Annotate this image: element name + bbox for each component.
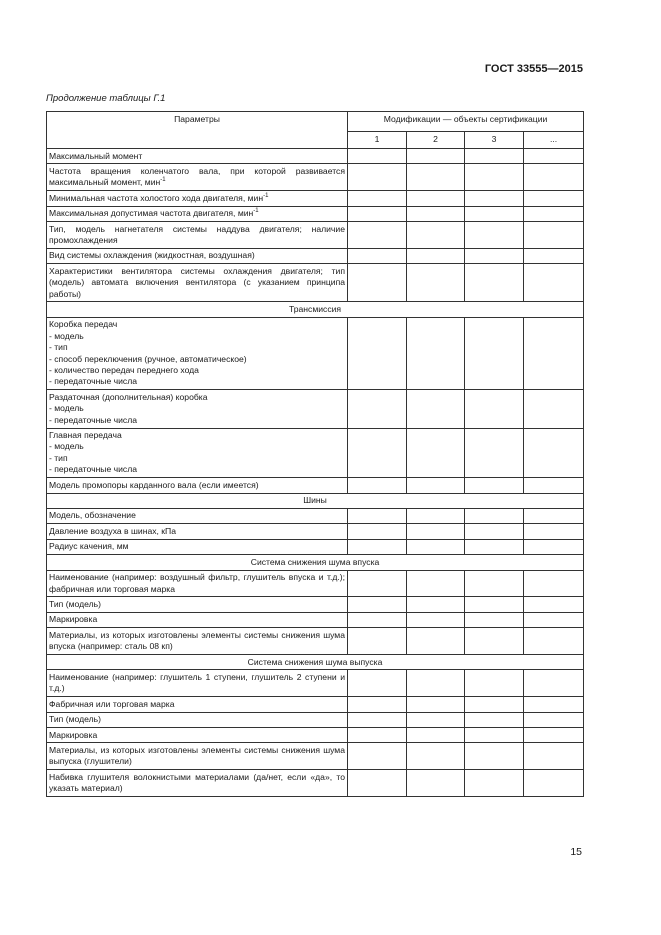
table-row xyxy=(47,712,584,727)
param-text: Коробка передач - модель - тип - способ переключения (ручное, автоматическое) - количество передач переднего хода - передаточные числа xyxy=(49,319,247,387)
value-cell[interactable] xyxy=(465,317,524,389)
value-cell[interactable] xyxy=(407,317,465,389)
value-cell[interactable] xyxy=(524,539,584,554)
value-cell[interactable] xyxy=(407,539,465,554)
table-row xyxy=(47,248,584,263)
table-body xyxy=(47,149,584,797)
value-cell[interactable] xyxy=(465,628,524,655)
page-number: 15 xyxy=(570,846,582,858)
value-cell[interactable] xyxy=(465,478,524,493)
value-cell[interactable] xyxy=(524,191,584,206)
value-cell[interactable] xyxy=(524,390,584,428)
value-cell[interactable] xyxy=(407,390,465,428)
table-row xyxy=(47,670,584,697)
param-text: Наименование (например: глушитель 1 ступени, глушитель 2 ступени и т.д.) xyxy=(49,671,345,694)
param-text: Модель промопоры карданного вала (если имеется) xyxy=(49,479,259,490)
param-text: Модель, обозначение xyxy=(49,510,136,521)
value-cell[interactable] xyxy=(348,428,407,478)
value-cell[interactable] xyxy=(465,390,524,428)
value-cell[interactable] xyxy=(407,428,465,478)
table-row xyxy=(47,390,584,428)
param-cell xyxy=(47,697,348,712)
value-cell[interactable] xyxy=(407,597,465,612)
param-text: Маркировка xyxy=(49,729,98,740)
value-cell[interactable] xyxy=(465,597,524,612)
param-text: Тип (модель) xyxy=(49,598,101,609)
param-cell xyxy=(47,539,348,554)
section-title: Трансмиссия xyxy=(47,302,584,317)
value-cell[interactable] xyxy=(348,539,407,554)
section-row xyxy=(47,493,584,508)
param-text: Материалы, из которых изготовлены элементы системы снижения шума впуска (например: сталь 08 кп) xyxy=(49,629,345,652)
param-cell xyxy=(47,628,348,655)
value-cell[interactable] xyxy=(348,164,407,191)
value-cell[interactable] xyxy=(524,597,584,612)
param-text: Фабричная или торговая марка xyxy=(49,698,175,709)
value-cell[interactable] xyxy=(407,670,465,697)
table-row xyxy=(47,597,584,612)
param-cell xyxy=(47,428,348,478)
table-row xyxy=(47,264,584,302)
value-cell[interactable] xyxy=(407,264,465,302)
value-cell[interactable] xyxy=(524,164,584,191)
value-cell[interactable] xyxy=(524,248,584,263)
value-cell[interactable] xyxy=(465,770,524,797)
param-text: Материалы, из которых изготовлены элементы системы снижения шума выпуска (глушители) xyxy=(49,744,345,767)
unit-exponent: -1 xyxy=(160,177,166,184)
value-cell[interactable] xyxy=(524,770,584,797)
param-text: Максимальная допустимая частота двигателя, мин xyxy=(49,208,254,219)
table-row xyxy=(47,222,584,249)
param-text: Тип (модель) xyxy=(49,714,101,725)
value-cell[interactable] xyxy=(407,248,465,263)
value-cell[interactable] xyxy=(465,697,524,712)
table-row xyxy=(47,428,584,478)
value-cell[interactable] xyxy=(348,728,407,743)
param-cell xyxy=(47,743,348,770)
param-cell xyxy=(47,570,348,597)
param-cell xyxy=(47,712,348,727)
table-row xyxy=(47,191,584,206)
section-row xyxy=(47,302,584,317)
value-cell[interactable] xyxy=(348,317,407,389)
value-cell[interactable] xyxy=(465,149,524,164)
table-row xyxy=(47,770,584,797)
table-row xyxy=(47,317,584,389)
value-cell[interactable] xyxy=(407,628,465,655)
value-cell[interactable] xyxy=(407,191,465,206)
unit-exponent: -1 xyxy=(253,208,259,215)
value-cell[interactable] xyxy=(407,164,465,191)
value-cell[interactable] xyxy=(407,570,465,597)
mod-col-1: 1 xyxy=(348,132,407,149)
table-row xyxy=(47,539,584,554)
section-title: Система снижения шума впуска xyxy=(47,555,584,570)
param-text: Маркировка xyxy=(49,614,98,625)
value-cell[interactable] xyxy=(348,670,407,697)
value-cell[interactable] xyxy=(524,206,584,221)
param-cell xyxy=(47,670,348,697)
value-cell[interactable] xyxy=(348,508,407,523)
table-row xyxy=(47,628,584,655)
value-cell[interactable] xyxy=(465,570,524,597)
value-cell[interactable] xyxy=(524,264,584,302)
value-cell[interactable] xyxy=(524,149,584,164)
param-text: Наименование (например: воздушный фильтр, глушитель впуска и т.д.); фабричная или торговая марка xyxy=(49,572,345,594)
parameters-table xyxy=(46,111,584,797)
table-row xyxy=(47,508,584,523)
value-cell[interactable] xyxy=(348,191,407,206)
table-row xyxy=(47,743,584,770)
value-cell[interactable] xyxy=(348,206,407,221)
value-cell[interactable] xyxy=(407,712,465,727)
value-cell[interactable] xyxy=(348,570,407,597)
value-cell[interactable] xyxy=(524,670,584,697)
value-cell[interactable] xyxy=(465,524,524,539)
doc-code: ГОСТ 33555—2015 xyxy=(484,63,583,75)
table-row xyxy=(47,206,584,221)
value-cell[interactable] xyxy=(524,712,584,727)
param-cell xyxy=(47,612,348,627)
value-cell[interactable] xyxy=(407,697,465,712)
table-row xyxy=(47,149,584,164)
value-cell[interactable] xyxy=(407,524,465,539)
value-cell[interactable] xyxy=(524,728,584,743)
value-cell[interactable] xyxy=(524,508,584,523)
param-text: Главная передача - модель - тип - передаточные числа xyxy=(49,430,138,475)
param-text: Радиус качения, мм xyxy=(49,541,129,552)
value-cell[interactable] xyxy=(348,712,407,727)
value-cell[interactable] xyxy=(348,264,407,302)
value-cell[interactable] xyxy=(348,628,407,655)
param-cell xyxy=(47,317,348,389)
param-cell xyxy=(47,770,348,797)
param-text: Тип, модель нагнетателя системы наддува двигателя; наличие промохлаждения xyxy=(49,223,345,245)
value-cell[interactable] xyxy=(465,670,524,697)
value-cell[interactable] xyxy=(465,264,524,302)
value-cell[interactable] xyxy=(524,743,584,770)
param-cell xyxy=(47,728,348,743)
param-text: Набивка глушителя волокнистыми материалами (да/нет, если «да», то указать материал) xyxy=(49,771,345,794)
param-cell xyxy=(47,264,348,302)
value-cell[interactable] xyxy=(348,524,407,539)
section-title: Система снижения шума выпуска xyxy=(47,655,584,670)
value-cell[interactable] xyxy=(465,206,524,221)
value-cell[interactable] xyxy=(465,728,524,743)
value-cell[interactable] xyxy=(465,222,524,249)
value-cell[interactable] xyxy=(407,222,465,249)
value-cell[interactable] xyxy=(524,428,584,478)
value-cell[interactable] xyxy=(348,770,407,797)
param-cell xyxy=(47,508,348,523)
value-cell[interactable] xyxy=(465,612,524,627)
value-cell[interactable] xyxy=(407,508,465,523)
mod-col-more: ... xyxy=(524,132,584,149)
value-cell[interactable] xyxy=(465,743,524,770)
param-header: Параметры xyxy=(47,112,348,149)
value-cell[interactable] xyxy=(348,390,407,428)
value-cell[interactable] xyxy=(465,164,524,191)
table-row xyxy=(47,697,584,712)
value-cell[interactable] xyxy=(407,743,465,770)
value-cell[interactable] xyxy=(524,612,584,627)
section-row xyxy=(47,555,584,570)
param-text: Максимальный момент xyxy=(49,150,143,161)
param-text: Давление воздуха в шинах, кПа xyxy=(49,525,177,536)
value-cell[interactable] xyxy=(465,712,524,727)
value-cell[interactable] xyxy=(524,222,584,249)
value-cell[interactable] xyxy=(348,248,407,263)
value-cell[interactable] xyxy=(465,191,524,206)
value-cell[interactable] xyxy=(348,222,407,249)
param-cell xyxy=(47,222,348,249)
value-cell[interactable] xyxy=(524,697,584,712)
param-cell xyxy=(47,206,348,221)
value-cell[interactable] xyxy=(348,149,407,164)
param-cell xyxy=(47,149,348,164)
param-cell xyxy=(47,597,348,612)
param-cell xyxy=(47,524,348,539)
value-cell[interactable] xyxy=(348,743,407,770)
table-row xyxy=(47,524,584,539)
value-cell[interactable] xyxy=(465,539,524,554)
value-cell[interactable] xyxy=(524,317,584,389)
value-cell[interactable] xyxy=(348,697,407,712)
value-cell[interactable] xyxy=(407,612,465,627)
table-row xyxy=(47,728,584,743)
value-cell[interactable] xyxy=(407,478,465,493)
value-cell[interactable] xyxy=(524,478,584,493)
table-row xyxy=(47,478,584,493)
param-text: Раздаточная (дополнительная) коробка - модель - передаточные числа xyxy=(49,391,208,425)
value-cell[interactable] xyxy=(407,206,465,221)
value-cell[interactable] xyxy=(524,570,584,597)
table-row xyxy=(47,612,584,627)
param-cell xyxy=(47,478,348,493)
param-cell xyxy=(47,191,348,206)
section-title: Шины xyxy=(47,493,584,508)
value-cell[interactable] xyxy=(407,149,465,164)
value-cell[interactable] xyxy=(407,770,465,797)
unit-exponent: -1 xyxy=(263,192,269,199)
mod-col-2: 2 xyxy=(407,132,465,149)
value-cell[interactable] xyxy=(348,478,407,493)
value-cell[interactable] xyxy=(348,597,407,612)
value-cell[interactable] xyxy=(524,524,584,539)
section-row xyxy=(47,655,584,670)
param-text: Минимальная частота холостого хода двигателя, мин xyxy=(49,192,264,203)
param-cell xyxy=(47,164,348,191)
value-cell[interactable] xyxy=(465,248,524,263)
table-row xyxy=(47,164,584,191)
value-cell[interactable] xyxy=(465,508,524,523)
modifications-header: Модификации — объекты сертификации xyxy=(348,112,584,132)
param-cell xyxy=(47,390,348,428)
param-text: Вид системы охлаждения (жидкостная, воздушная) xyxy=(49,250,255,261)
param-cell xyxy=(47,248,348,263)
value-cell[interactable] xyxy=(465,428,524,478)
value-cell[interactable] xyxy=(348,612,407,627)
mod-col-3: 3 xyxy=(465,132,524,149)
param-text: Частота вращения коленчатого вала, при которой развивается максимальный момент, мин xyxy=(49,165,345,188)
table-caption: Продолжение таблицы Г.1 xyxy=(46,93,166,104)
value-cell[interactable] xyxy=(407,728,465,743)
param-text: Характеристики вентилятора системы охлаждения двигателя; тип (модель) автомата включения вентилятора (с указанием принципа работы) xyxy=(49,265,345,299)
table-row xyxy=(47,570,584,597)
value-cell[interactable] xyxy=(524,628,584,655)
